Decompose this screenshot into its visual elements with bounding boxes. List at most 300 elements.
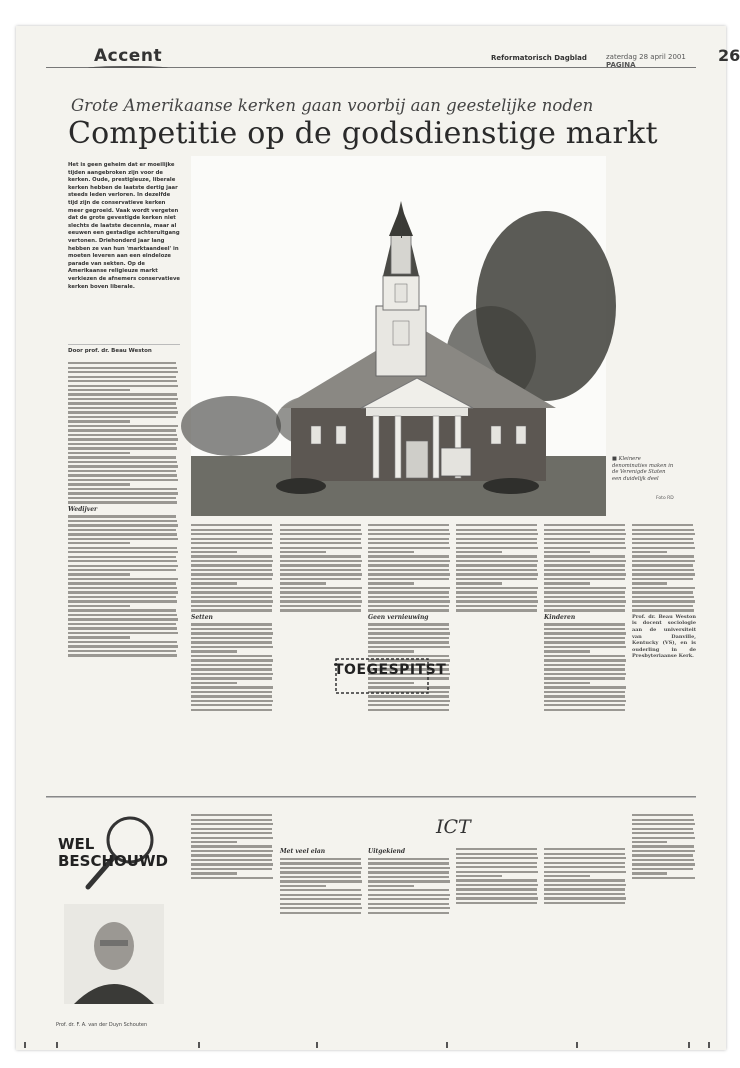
- text-line: [68, 538, 178, 540]
- text-line: [68, 362, 176, 364]
- text-line: [632, 533, 695, 535]
- text-line: [68, 560, 177, 562]
- text-line: [191, 859, 272, 861]
- article-lead: Het is geen geheim dat er moeilijke tijden aangebroken zijn voor de kerken. Oude, prestigieuze, liberale kerken hebben de laatste dertig jaar steeds leden verloren. In dezelfde tijd zijn de conservatieve kerken meer gegroeid. Vaak wordt vergeten dat de grote gevestigde kerken niet slechts de laatste decennia, maar al eeuwen een gestadige achteruitgang vertonen. Driehonderd jaar lang hebben ze van hun 'marktaandeel' in moeten leveren aan een eindeloze parade van sekten. Op de Amerikaanse religieuze markt verkiezen de afnemers conservatieve kerken boven liberale.: [68, 162, 180, 290]
- text-line: [632, 863, 695, 865]
- text-line: [368, 591, 449, 593]
- text-line: [68, 385, 178, 387]
- text-line: [68, 389, 130, 391]
- text-line: [280, 880, 362, 882]
- text-line: [68, 376, 176, 378]
- text-line: [68, 591, 178, 593]
- text-line: [544, 596, 625, 598]
- text-line: [368, 907, 450, 909]
- text-line: [368, 646, 450, 648]
- text-line: [68, 578, 178, 580]
- text-line: [544, 673, 626, 675]
- text-line: [191, 691, 272, 693]
- author-note: Prof. dr. Beau Weston is docent sociologie aan de universiteit van Danville, Kentucky (VS), en is ouderling in de Presbyteriaanse Kerk.: [632, 613, 696, 660]
- column-text-5: [456, 524, 540, 612]
- text-line: [368, 569, 449, 571]
- text-line: [544, 587, 626, 589]
- text-line: [280, 898, 361, 900]
- stamp-text: TOEGESPITST: [334, 662, 447, 678]
- text-line: [191, 695, 272, 697]
- text-line: [68, 420, 130, 422]
- text-line: [544, 542, 625, 544]
- text-line: [632, 569, 694, 571]
- subhead-uitgekiend: Uitgekiend: [368, 848, 406, 855]
- text-line: [191, 637, 272, 639]
- masthead: [46, 46, 740, 69]
- text-line: [632, 591, 693, 593]
- text-line: [280, 609, 361, 611]
- text-line: [456, 538, 537, 540]
- text-line: [68, 402, 176, 404]
- text-line: [191, 533, 273, 535]
- text-line: [368, 547, 450, 549]
- text-line: [632, 609, 694, 611]
- column-text-2: [191, 524, 275, 612]
- text-line: [456, 857, 538, 859]
- text-line: [544, 551, 590, 553]
- text-line: [280, 582, 326, 584]
- ict-title: ICT: [436, 816, 471, 838]
- text-line: [632, 587, 695, 589]
- text-line: [191, 841, 237, 843]
- text-line: [544, 628, 625, 630]
- text-line: [68, 492, 178, 494]
- text-line: [632, 573, 695, 575]
- text-line: [68, 618, 178, 620]
- text-line: [68, 587, 177, 589]
- text-line: [368, 600, 450, 602]
- text-line: [368, 903, 449, 905]
- text-line: [191, 632, 273, 634]
- text-line: [544, 641, 625, 643]
- text-line: [632, 837, 695, 839]
- column-text-1: [68, 362, 180, 503]
- text-column-7: [632, 522, 696, 790]
- text-line: [191, 819, 272, 821]
- text-line: [632, 529, 694, 531]
- text-line: [632, 600, 695, 602]
- bottom-column-2: [280, 846, 364, 1022]
- text-line: [191, 832, 272, 834]
- text-line: [632, 850, 695, 852]
- text-line: [68, 407, 177, 409]
- text-line: [368, 555, 449, 557]
- text-line: [544, 884, 626, 886]
- text-line: [456, 902, 537, 904]
- text-line: [456, 848, 537, 850]
- column-text-6b: [544, 623, 628, 711]
- text-line: [191, 591, 272, 593]
- text-line: [68, 438, 178, 440]
- text-line: [68, 605, 130, 607]
- subhead-wedijver: Wedijver: [68, 505, 98, 513]
- text-line: [280, 533, 362, 535]
- text-line: [68, 520, 177, 522]
- bottom-column-4: [456, 846, 540, 1022]
- text-line: [456, 582, 502, 584]
- toegespitst-stamp: [334, 656, 447, 696]
- text-line: [68, 542, 130, 544]
- text-line: [632, 854, 693, 856]
- text-line: [632, 819, 694, 821]
- text-line: [368, 880, 450, 882]
- text-line: [191, 686, 273, 688]
- text-line: [280, 551, 326, 553]
- text-line: [456, 547, 538, 549]
- text-line: [456, 591, 537, 593]
- text-line: [368, 912, 449, 914]
- text-line: [544, 569, 625, 571]
- text-line: [456, 609, 537, 611]
- text-line: [280, 903, 361, 905]
- text-line: [456, 551, 502, 553]
- text-column-2: [191, 522, 275, 790]
- text-line: [368, 704, 449, 706]
- text-line: [544, 709, 625, 711]
- text-line: [368, 632, 450, 634]
- text-line: [68, 551, 178, 553]
- text-line: [68, 483, 130, 485]
- text-line: [632, 542, 694, 544]
- text-line: [68, 547, 177, 549]
- subhead-setten: Setten: [191, 613, 213, 621]
- church-illustration: [191, 156, 606, 516]
- text-line: [544, 704, 625, 706]
- text-line: [456, 871, 538, 873]
- page-number: 26: [718, 46, 740, 65]
- section-swoosh: [88, 66, 168, 70]
- text-line: [280, 600, 362, 602]
- text-line: [191, 872, 237, 874]
- text-line: [68, 636, 130, 638]
- text-line: [632, 877, 695, 879]
- bottom-text-4: [456, 848, 540, 904]
- text-line: [368, 858, 449, 860]
- text-line: [456, 560, 538, 562]
- text-line: [191, 709, 272, 711]
- text-line: [68, 609, 176, 611]
- newspaper-page: [16, 26, 740, 1050]
- text-line: [280, 591, 361, 593]
- text-line: [368, 529, 449, 531]
- text-line: [68, 474, 177, 476]
- text-line: [68, 632, 178, 634]
- column-text-4: [368, 524, 452, 612]
- photo-credit: Foto RD: [656, 496, 674, 501]
- text-line: [280, 907, 362, 909]
- author-portrait: [64, 904, 164, 1004]
- page-date-text: zaterdag 28 april 2001: [606, 53, 686, 61]
- text-line: [632, 560, 695, 562]
- article-kicker: Grote Amerikaanse kerken gaan voorbij aan geestelijke noden: [71, 96, 594, 115]
- column-text-7: [632, 524, 696, 612]
- text-line: [368, 876, 449, 878]
- text-line: [68, 479, 178, 481]
- text-line: [68, 573, 130, 575]
- text-line: [368, 871, 449, 873]
- text-line: [280, 538, 361, 540]
- text-line: [544, 677, 625, 679]
- text-line: [191, 582, 237, 584]
- text-line: [191, 641, 272, 643]
- text-line: [632, 872, 667, 874]
- bottom-column-5: [544, 846, 628, 1022]
- text-line: [632, 859, 694, 861]
- text-line: [68, 452, 130, 454]
- text-line: [544, 524, 625, 526]
- text-line: [456, 524, 537, 526]
- text-line: [368, 560, 450, 562]
- text-line: [544, 646, 626, 648]
- text-line: [544, 888, 625, 890]
- article-headline: Competitie op de godsdienstige markt: [68, 116, 658, 151]
- text-line: [280, 871, 361, 873]
- text-line: [368, 542, 449, 544]
- bottom-column-1: [191, 812, 275, 1022]
- text-line: [68, 371, 178, 373]
- text-line: [456, 564, 537, 566]
- portrait-caption: Prof. dr. F. A. van der Duyn Schouten: [56, 1022, 148, 1028]
- text-line: [68, 515, 176, 517]
- text-line: [544, 664, 625, 666]
- text-line: [191, 529, 272, 531]
- text-line: [544, 871, 626, 873]
- text-line: [191, 655, 272, 657]
- text-line: [544, 695, 625, 697]
- text-line: [68, 434, 177, 436]
- text-line: [68, 614, 177, 616]
- text-line: [68, 627, 177, 629]
- text-line: [68, 582, 176, 584]
- text-line: [456, 600, 538, 602]
- text-line: [191, 650, 237, 652]
- text-line: [191, 646, 273, 648]
- text-line: [68, 367, 177, 369]
- bottom-column-3: [368, 846, 452, 1022]
- text-line: [368, 709, 449, 711]
- text-line: [68, 398, 178, 400]
- text-line: [191, 659, 273, 661]
- text-line: [544, 582, 590, 584]
- text-line: [456, 875, 502, 877]
- text-line: [191, 524, 272, 526]
- text-line: [191, 668, 272, 670]
- text-line: [456, 533, 538, 535]
- text-line: [68, 600, 177, 602]
- text-line: [368, 605, 449, 607]
- text-line: [544, 578, 625, 580]
- text-line: [191, 828, 272, 830]
- text-line: [68, 465, 178, 467]
- text-line: [368, 862, 449, 864]
- bottom-text-5: [544, 848, 628, 904]
- bottom-text-1: [191, 814, 275, 879]
- text-line: [280, 547, 362, 549]
- bottom-column-6: [632, 812, 696, 1022]
- text-line: [632, 578, 693, 580]
- text-line: [544, 538, 625, 540]
- text-line: [68, 447, 177, 449]
- text-line: [544, 637, 625, 639]
- text-line: [544, 848, 625, 850]
- text-line: [280, 605, 361, 607]
- text-line: [544, 573, 626, 575]
- text-line: [368, 637, 449, 639]
- text-line: [632, 823, 695, 825]
- column-text-6: [544, 524, 628, 612]
- text-line: [544, 564, 625, 566]
- text-line: [191, 551, 237, 553]
- text-line: [456, 893, 537, 895]
- text-line: [191, 600, 273, 602]
- text-line: [280, 876, 361, 878]
- text-line: [368, 894, 450, 896]
- text-line: [368, 628, 449, 630]
- text-line: [544, 547, 626, 549]
- text-line: [632, 547, 695, 549]
- text-line: [544, 875, 590, 877]
- text-line: [191, 704, 272, 706]
- text-line: [544, 529, 625, 531]
- text-line: [632, 828, 693, 830]
- text-line: [456, 853, 537, 855]
- text-line: [544, 700, 626, 702]
- text-line: [456, 605, 537, 607]
- text-line: [68, 654, 177, 656]
- text-line: [456, 888, 537, 890]
- text-line: [544, 879, 625, 881]
- text-line: [191, 850, 273, 852]
- text-line: [68, 456, 176, 458]
- text-line: [191, 569, 272, 571]
- text-line: [191, 560, 273, 562]
- subhead-kinderen: Kinderen: [544, 613, 576, 621]
- text-line: [456, 587, 538, 589]
- bottom-text-6: [632, 814, 696, 879]
- text-line: [632, 845, 694, 847]
- text-line: [280, 885, 326, 887]
- text-line: [368, 551, 414, 553]
- text-line: [544, 600, 626, 602]
- portrait-illustration: [64, 904, 164, 1004]
- text-line: [456, 897, 538, 899]
- text-line: [368, 578, 449, 580]
- text-line: [191, 677, 272, 679]
- text-line: [368, 885, 414, 887]
- section-name: Accent: [94, 46, 163, 66]
- text-line: [280, 862, 361, 864]
- page-label: PAGINA: [606, 61, 636, 69]
- text-line: [456, 884, 538, 886]
- text-line: [191, 837, 273, 839]
- text-line: [68, 529, 176, 531]
- text-line: [68, 645, 178, 647]
- text-line: [456, 542, 537, 544]
- text-column-1: [68, 360, 180, 790]
- text-line: [68, 470, 176, 472]
- text-line: [191, 814, 272, 816]
- text-line: [68, 429, 176, 431]
- text-line: [368, 623, 449, 625]
- text-line: [191, 877, 273, 879]
- text-line: [368, 650, 414, 652]
- column-text-1b: [68, 515, 180, 656]
- text-line: [368, 700, 450, 702]
- text-line: [280, 542, 361, 544]
- text-line: [191, 863, 273, 865]
- text-line: [280, 889, 361, 891]
- text-line: [68, 596, 176, 598]
- text-line: [68, 533, 177, 535]
- text-line: [632, 814, 693, 816]
- text-line: [456, 578, 537, 580]
- text-line: [544, 623, 625, 625]
- text-line: [368, 609, 449, 611]
- text-line: [632, 868, 693, 870]
- text-line: [456, 596, 537, 598]
- text-line: [544, 555, 625, 557]
- text-line: [191, 664, 272, 666]
- text-line: [544, 853, 625, 855]
- text-line: [456, 862, 537, 864]
- text-line: [191, 628, 272, 630]
- text-line: [280, 573, 362, 575]
- text-line: [191, 587, 273, 589]
- text-line: [68, 497, 176, 499]
- column-logo: [58, 812, 168, 892]
- text-line: [191, 673, 273, 675]
- text-line: [632, 841, 667, 843]
- text-line: [544, 902, 625, 904]
- text-line: [544, 862, 625, 864]
- text-line: [191, 555, 272, 557]
- text-line: [632, 596, 694, 598]
- text-line: [280, 569, 361, 571]
- text-line: [368, 641, 449, 643]
- text-line: [632, 538, 693, 540]
- text-line: [280, 912, 361, 914]
- text-line: [544, 533, 626, 535]
- text-line: [632, 551, 667, 553]
- text-line: [456, 529, 537, 531]
- text-line: [68, 461, 177, 463]
- text-line: [456, 866, 537, 868]
- text-line: [368, 533, 450, 535]
- text-line: [368, 582, 414, 584]
- paper-name: Reformatorisch Dagblad: [491, 54, 587, 62]
- text-line: [544, 560, 626, 562]
- photo-caption-text: Kleinere denominaties maken in de Verenigde Staten een duidelijk deel: [612, 456, 674, 482]
- text-line: [280, 555, 361, 557]
- text-line: [456, 569, 537, 571]
- text-line: [191, 564, 272, 566]
- text-line: [68, 501, 177, 503]
- subhead-geen-vernieuwing: Geen vernieuwing: [368, 613, 429, 621]
- text-line: [68, 488, 177, 490]
- subhead-met-veel-elan: Met veel elan: [280, 848, 326, 855]
- column-text-2b: [191, 623, 275, 711]
- text-line: [544, 650, 590, 652]
- text-line: [368, 867, 450, 869]
- text-line: [280, 529, 361, 531]
- text-line: [544, 893, 625, 895]
- text-line: [68, 524, 178, 526]
